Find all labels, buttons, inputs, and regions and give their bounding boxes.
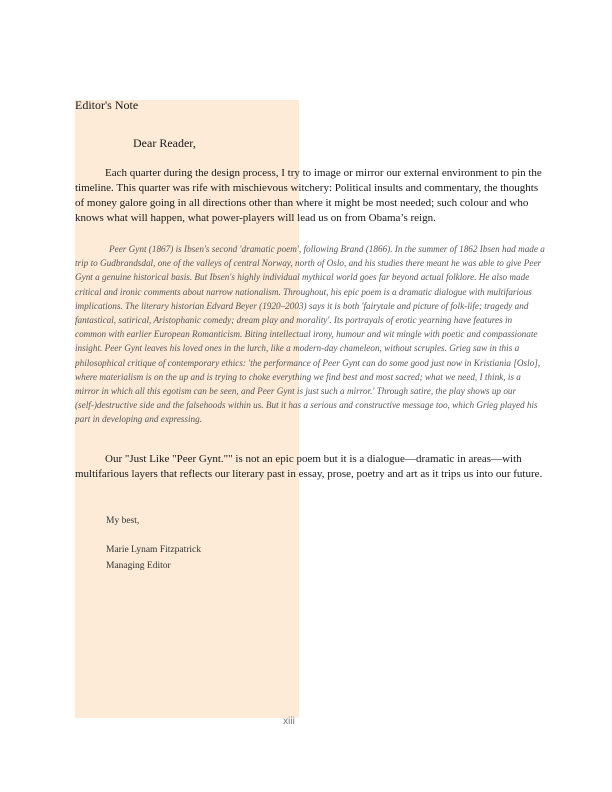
editor-title: Managing Editor [106,561,171,571]
editors-note [75,98,545,571]
body-paragraph-1: Each quarter during the design process, I try to image or mirror our external environment to pin the timeline. This quarter was rife with mischievous witchery: Political insults and commentary, the thoughts of money galore going in all directions other than where it might be most needed; such colour and who knows what will happen, what power-players will lead us on from Obama’s reign. [75,167,542,224]
editor-name: Marie Lynam Fitzpatrick [106,545,201,555]
page-heading: Editor's Note [75,98,139,112]
quoted-passage: Peer Gynt (1867) is Ibsen's second 'dramatic poem', following Brand (1866). In the summer of 1862 Ibsen had made a trip to Gudbrandsdal, one of the valleys of central Norway, north of Oslo, and his studies there meant he was able to give Peer Gynt a genuine historical basis. But Ibsen's highly individual mythical world goes far beyond actual folklore. He also made critical and ironic comments about narrow nationalism. Throughout, his epic poem is a dramatic dialogue with multifarious implications. The literary historian Edvard Beyer (1920–2003) says it is both 'fairytale and picture of folk-life; tragedy and fantastical, satirical, Aristophanic comedy; dream play and morality'. Its portrayals of erotic yearning have features in common with earlier European Romanticism. Biting intellectual irony, humour and wit mingle with poetic and compassionate insight. Peer Gynt leaves his loved ones in the lurch, like a modern-day chameleon, without scruples. Grieg saw in this a philosophical critique of contemporary ethics: 'the performance of Peer Gynt can do some good just now in Kristiania [Oslo], where materialism is on the up and is trying to choke everything we find best and most sacred; what we need, I think, is a mirror in which all this egotism can be seen, and Peer Gynt is just such a mirror.' Through satire, the play shows up our (self-)destructive side and the falsehoods within us. But it has a serious and constructive message too, which Grieg played his part in developing and expressing. [75,244,545,425]
body-paragraph-2: Our "Just Like "Peer Gynt."" is not an epic poem but it is a dialogue—dramatic in areas—with multifarious layers that reflects our literary past in essay, prose, poetry and art as it trips us into our future. [75,453,543,480]
salutation: Dear Reader, [133,136,196,150]
signoff: My best, [106,516,140,526]
page-number: xiii [283,716,295,727]
